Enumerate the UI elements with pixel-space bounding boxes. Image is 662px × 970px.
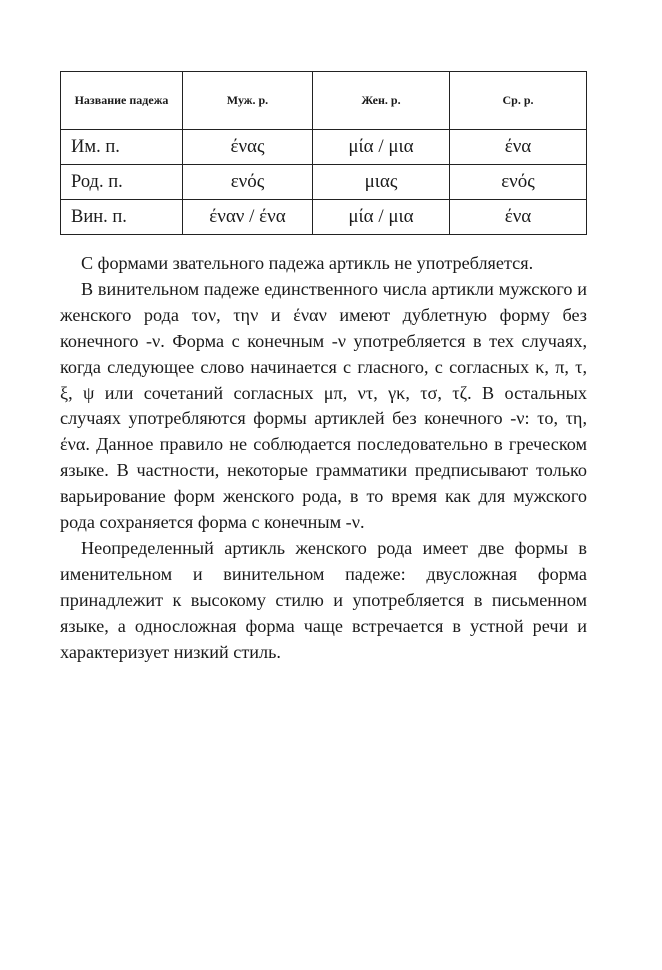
feminine-form: μιας xyxy=(313,165,450,200)
table-row xyxy=(61,200,587,235)
header-case-name: Название падежа xyxy=(61,72,183,130)
header-masculine: Муж. р. xyxy=(183,72,313,130)
masculine-form: έναν / ένα xyxy=(183,200,313,235)
neuter-form: ένα xyxy=(450,130,587,165)
paragraph: С формами звательного падежа артикль не употребляется. xyxy=(81,253,534,273)
feminine-form: μία / μια xyxy=(313,130,450,165)
header-neuter: Ср. р. xyxy=(450,72,587,130)
masculine-form: ενός xyxy=(183,165,313,200)
table-header-row xyxy=(61,72,587,130)
paragraph: В винительном падеже единственного числа артикли мужского и женского рода τον, την и έναν имеют дублетную форму без конечного -ν. Форма с конечным -ν употребляется в тех случаях, когда следующее слово начинается с гласного, с согласных κ, π, τ, ξ, ψ или сочетаний согласных μπ, ντ, γκ, τσ, τζ. В остальных случаях употребляются формы артиклей без конечного -ν: το, τη, ένα. Данное правило не соблюдается последовательно в греческом языке. В частности, некоторые грамматики предписывают только варьирование форм женского рода, в то время как для мужского рода сохраняется форма с конечным -ν. xyxy=(60,278,587,533)
article-case-table xyxy=(60,71,587,235)
neuter-form: ένα xyxy=(450,200,587,235)
table-row xyxy=(61,165,587,200)
case-label: Им. п. xyxy=(61,130,183,165)
paragraph: Неопределенный артикль женского рода имеет две формы в именительном и винительном падеже: двусложная форма принадлежит к высокому стилю и употребляется в письменном языке, а односложная форма чаще встречается в устной речи и характеризует низкий стиль. xyxy=(60,537,587,662)
neuter-form: ενός xyxy=(450,165,587,200)
table-row xyxy=(61,130,587,165)
case-label: Вин. п. xyxy=(61,200,183,235)
masculine-form: ένας xyxy=(183,130,313,165)
body-text xyxy=(60,251,587,666)
case-label: Род. п. xyxy=(61,165,183,200)
header-feminine: Жен. р. xyxy=(313,72,450,130)
feminine-form: μία / μια xyxy=(313,200,450,235)
